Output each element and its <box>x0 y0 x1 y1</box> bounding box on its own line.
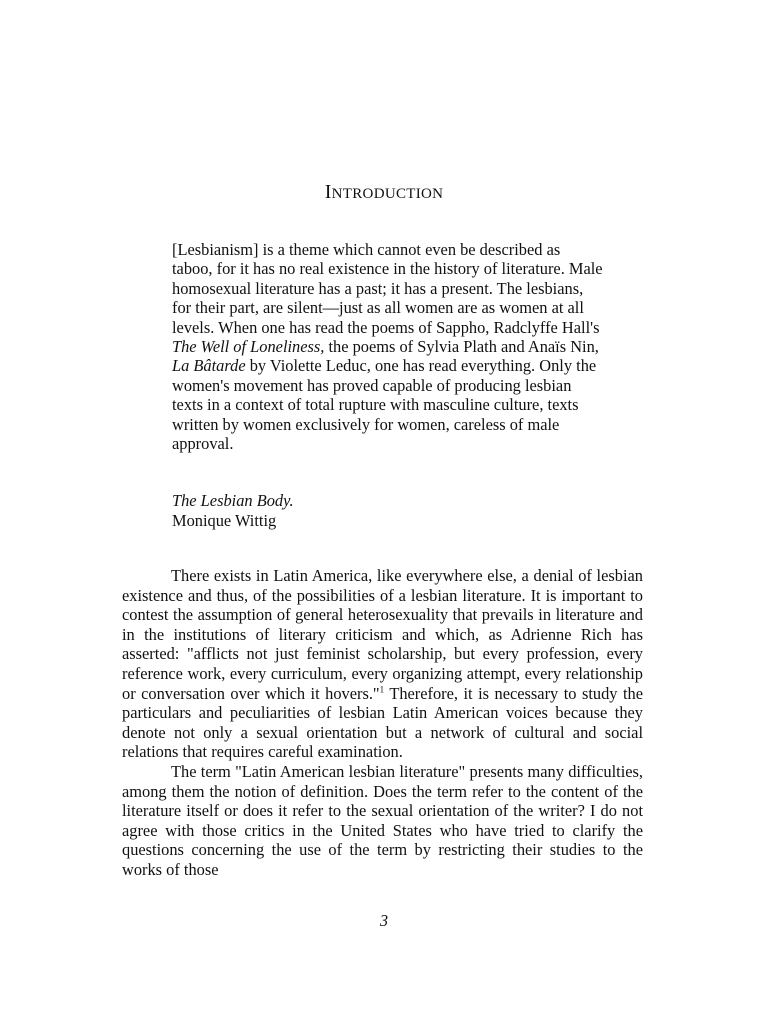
epigraph-source-author: Monique Wittig <box>172 511 277 530</box>
epigraph-quote <box>172 240 604 453</box>
chapter-title-rest: NTRODUCTION <box>331 186 444 202</box>
paragraph-1-text-b: Therefore, it is necessary to study the particulars and peculiarities of lesbian Latin American voices because they denote not only a sexual orientation but a network of cultural and social relations that requires careful examination. <box>122 683 643 762</box>
epigraph-text-3: by Violette Leduc, one has read everything. Only the women's movement has proved capable of producing lesbian texts in a context of total rupture with masculine culture, texts written by women exclusively for women, careless of male approval. <box>172 356 597 454</box>
epigraph-text-1: [Lesbianism] is a theme which cannot even be described as taboo, for it has no real existence in the history of literature. Male homosexual literature has a past; it has a present. The lesbians, for their part, are silent—just as all women are as women at all levels. When one has read the poems of Sappho, Radclyffe Hall's <box>172 240 603 337</box>
paragraph-1 <box>122 566 643 762</box>
epigraph <box>172 240 604 453</box>
epigraph-source-title: The Lesbian Body. <box>172 491 294 510</box>
epigraph-text-2: the poems of Sylvia Plath and Anaïs Nin, <box>324 337 599 357</box>
epigraph-title-well-of-loneliness: The Well of Loneliness, <box>172 337 325 357</box>
body-text <box>122 566 643 880</box>
chapter-title <box>0 181 768 204</box>
epigraph-attribution <box>172 491 592 531</box>
paragraph-1-text-a: There exists in Latin America, like everywhere else, a denial of lesbian existence and thus, of the possibilities of a lesbian literature. It is important to contest the assumption of general heterosexuality that prevails in literature and in the institutions of literary criticism and which, as Adrienne Rich has asserted: "afflicts not just feminist scholarship, but every profession, every reference work, every curriculum, every organizing attempt, every relationship or conversation over which it hovers." <box>122 566 643 703</box>
footnote-marker: 1 <box>379 684 385 695</box>
epigraph-title-la-batarde: La Bâtarde <box>172 356 246 376</box>
page-number: 3 <box>379 911 389 930</box>
paragraph-2: The term "Latin American lesbian literature" presents many difficulties, among them the notion of definition. Does the term refer to the content of the literature itself or does it refer to the sexual orientation of the writer? I do not agree with those critics in the United States who have tried to clarify the questions concerning the use of the term by restricting their studies to the works of those <box>122 761 643 879</box>
chapter-title-initial: I <box>324 181 332 203</box>
